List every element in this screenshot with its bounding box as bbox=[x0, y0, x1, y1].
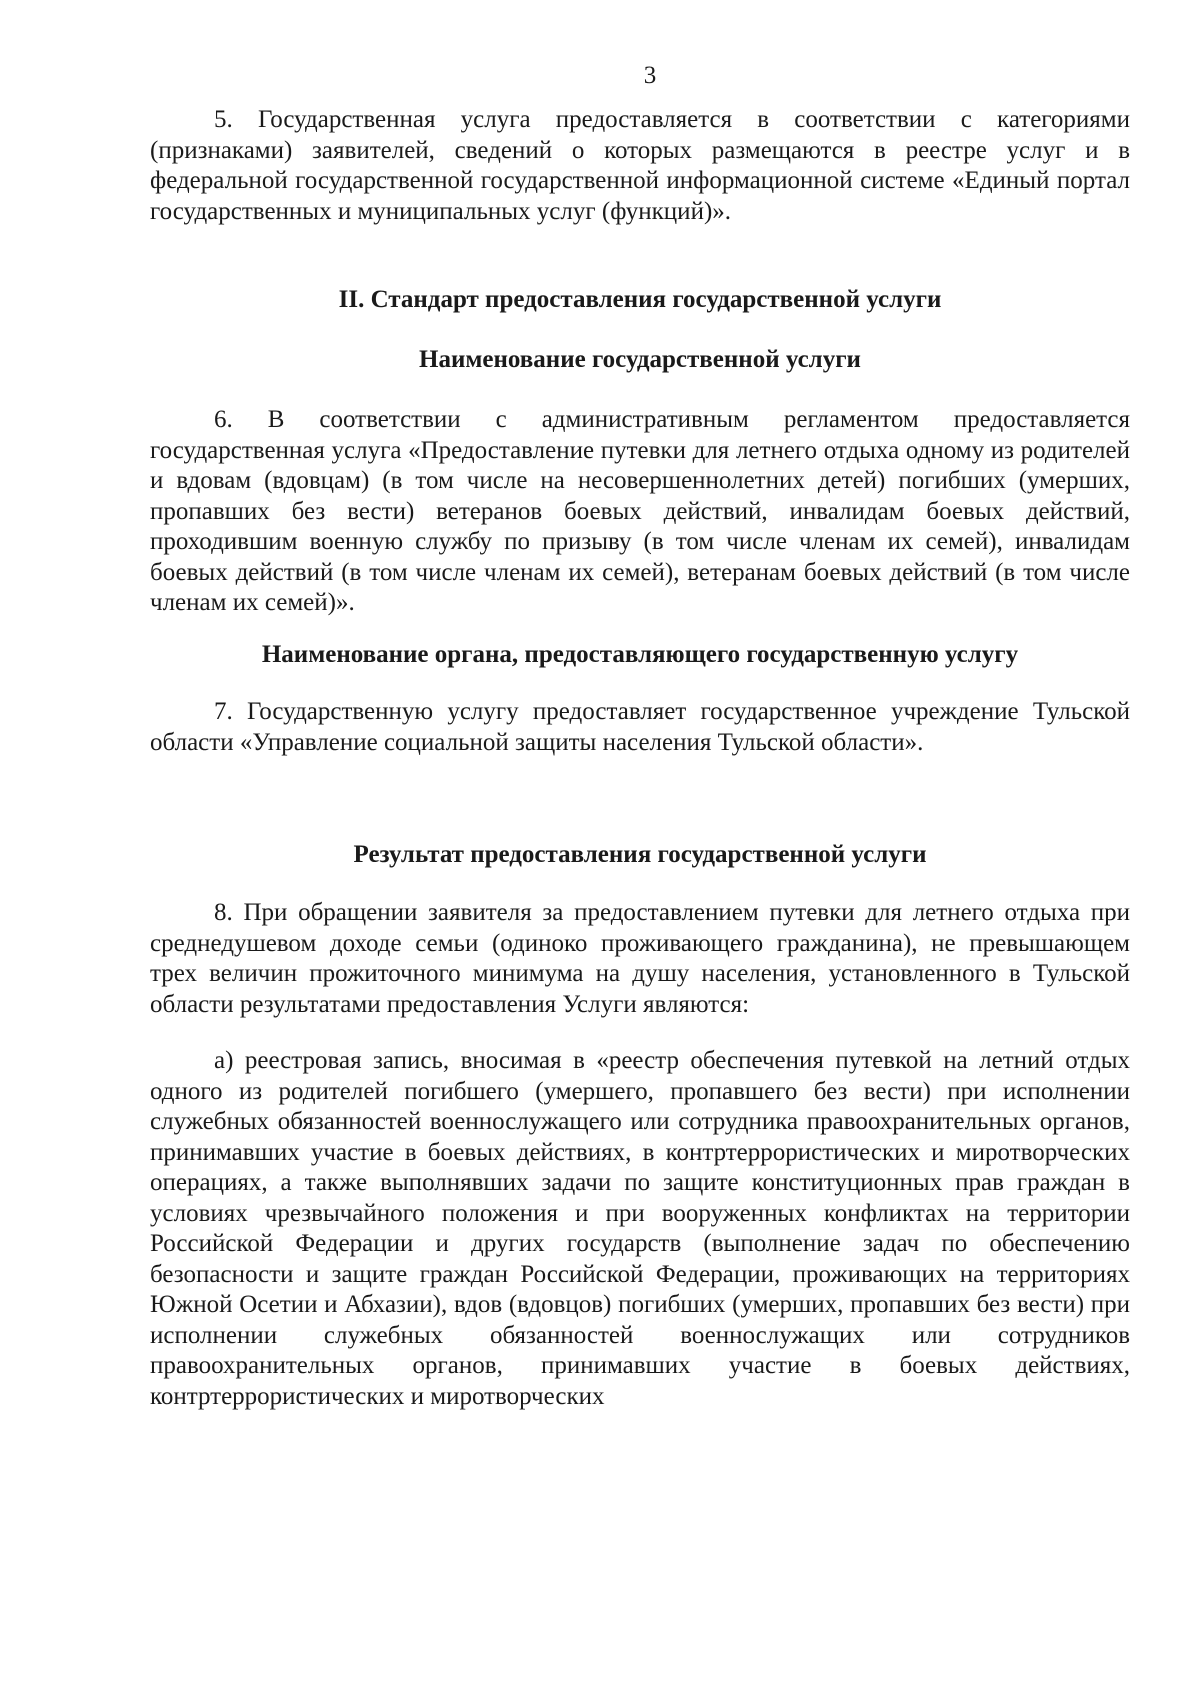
page-number: 3 bbox=[643, 62, 657, 89]
paragraph-5: 5. Государственная услуга предоставляется в соответствии с категориями (признаками) заявителей, сведений о которых размещаются в реестре услуг и в федеральной государственной государственной информационной системе «Единый портал государственных и муниципальных услуг (функций)». bbox=[150, 106, 1130, 225]
paragraph-6: 6. В соответствии с административным регламентом предоставляется государственная услуга «Предоставление путевки для летнего отдыха одному из родителей и вдовам (вдовцам) (в том числе на несовершеннолетних детей) погибших (умерших, пропавших без вести) ветеранов боевых действий, инвалидам боевых действий, проходившим военную службу по призыву (в том числе членам их семей), инвалидам боевых действий (в том числе членам их семей), ветеранам боевых действий (в том числе членам их семей)». bbox=[150, 406, 1130, 616]
heading-service-name: Наименование государственной услуги bbox=[419, 346, 861, 373]
list-item-a: а) реестровая запись, вносимая в «реестр обеспечения путевкой на летний отдых одного из родителей погибшего (умершего, пропавшего без вести) при исполнении служебных обязанностей военнослужащего или сотрудника правоохранительных органов, принимавших участие в боевых действиях, в контртеррористических и миротворческих операциях, а также выполнявших задачи по защите конституционных прав граждан в условиях чрезвычайного положения и при вооруженных конфликтах на территории Российской Федерации и других государств (выполнение задач по обеспечению безопасности и защите граждан Российской Федерации, проживающих на территориях Южной Осетии и Абхазии), вдов (вдовцов) погибших (умерших, пропавших без вести) при исполнении служебных обязанностей военнослужащих или сотрудников правоохранительных органов, принимавших участие в боевых действиях, контртеррористических и миротворческих bbox=[150, 1047, 1130, 1410]
paragraph-7: 7. Государственную услугу предоставляет государственное учреждение Тульской области «Управление социальной защиты населения Тульской области». bbox=[150, 698, 1130, 756]
heading-result: Результат предоставления государственной услуги bbox=[353, 841, 927, 868]
paragraph-8: 8. При обращении заявителя за предоставлением путевки для летнего отдыха при среднедушевом доходе семьи (одиноко проживающего гражданина), не превышающем трех величин прожиточного минимума на душу населения, установленного в Тульской области результатами предоставления Услуги являются: bbox=[150, 899, 1130, 1018]
section-2-title: II. Стандарт предоставления государственной услуги bbox=[338, 286, 942, 313]
heading-authority-name: Наименование органа, предоставляющего государственную услугу bbox=[261, 641, 1019, 668]
